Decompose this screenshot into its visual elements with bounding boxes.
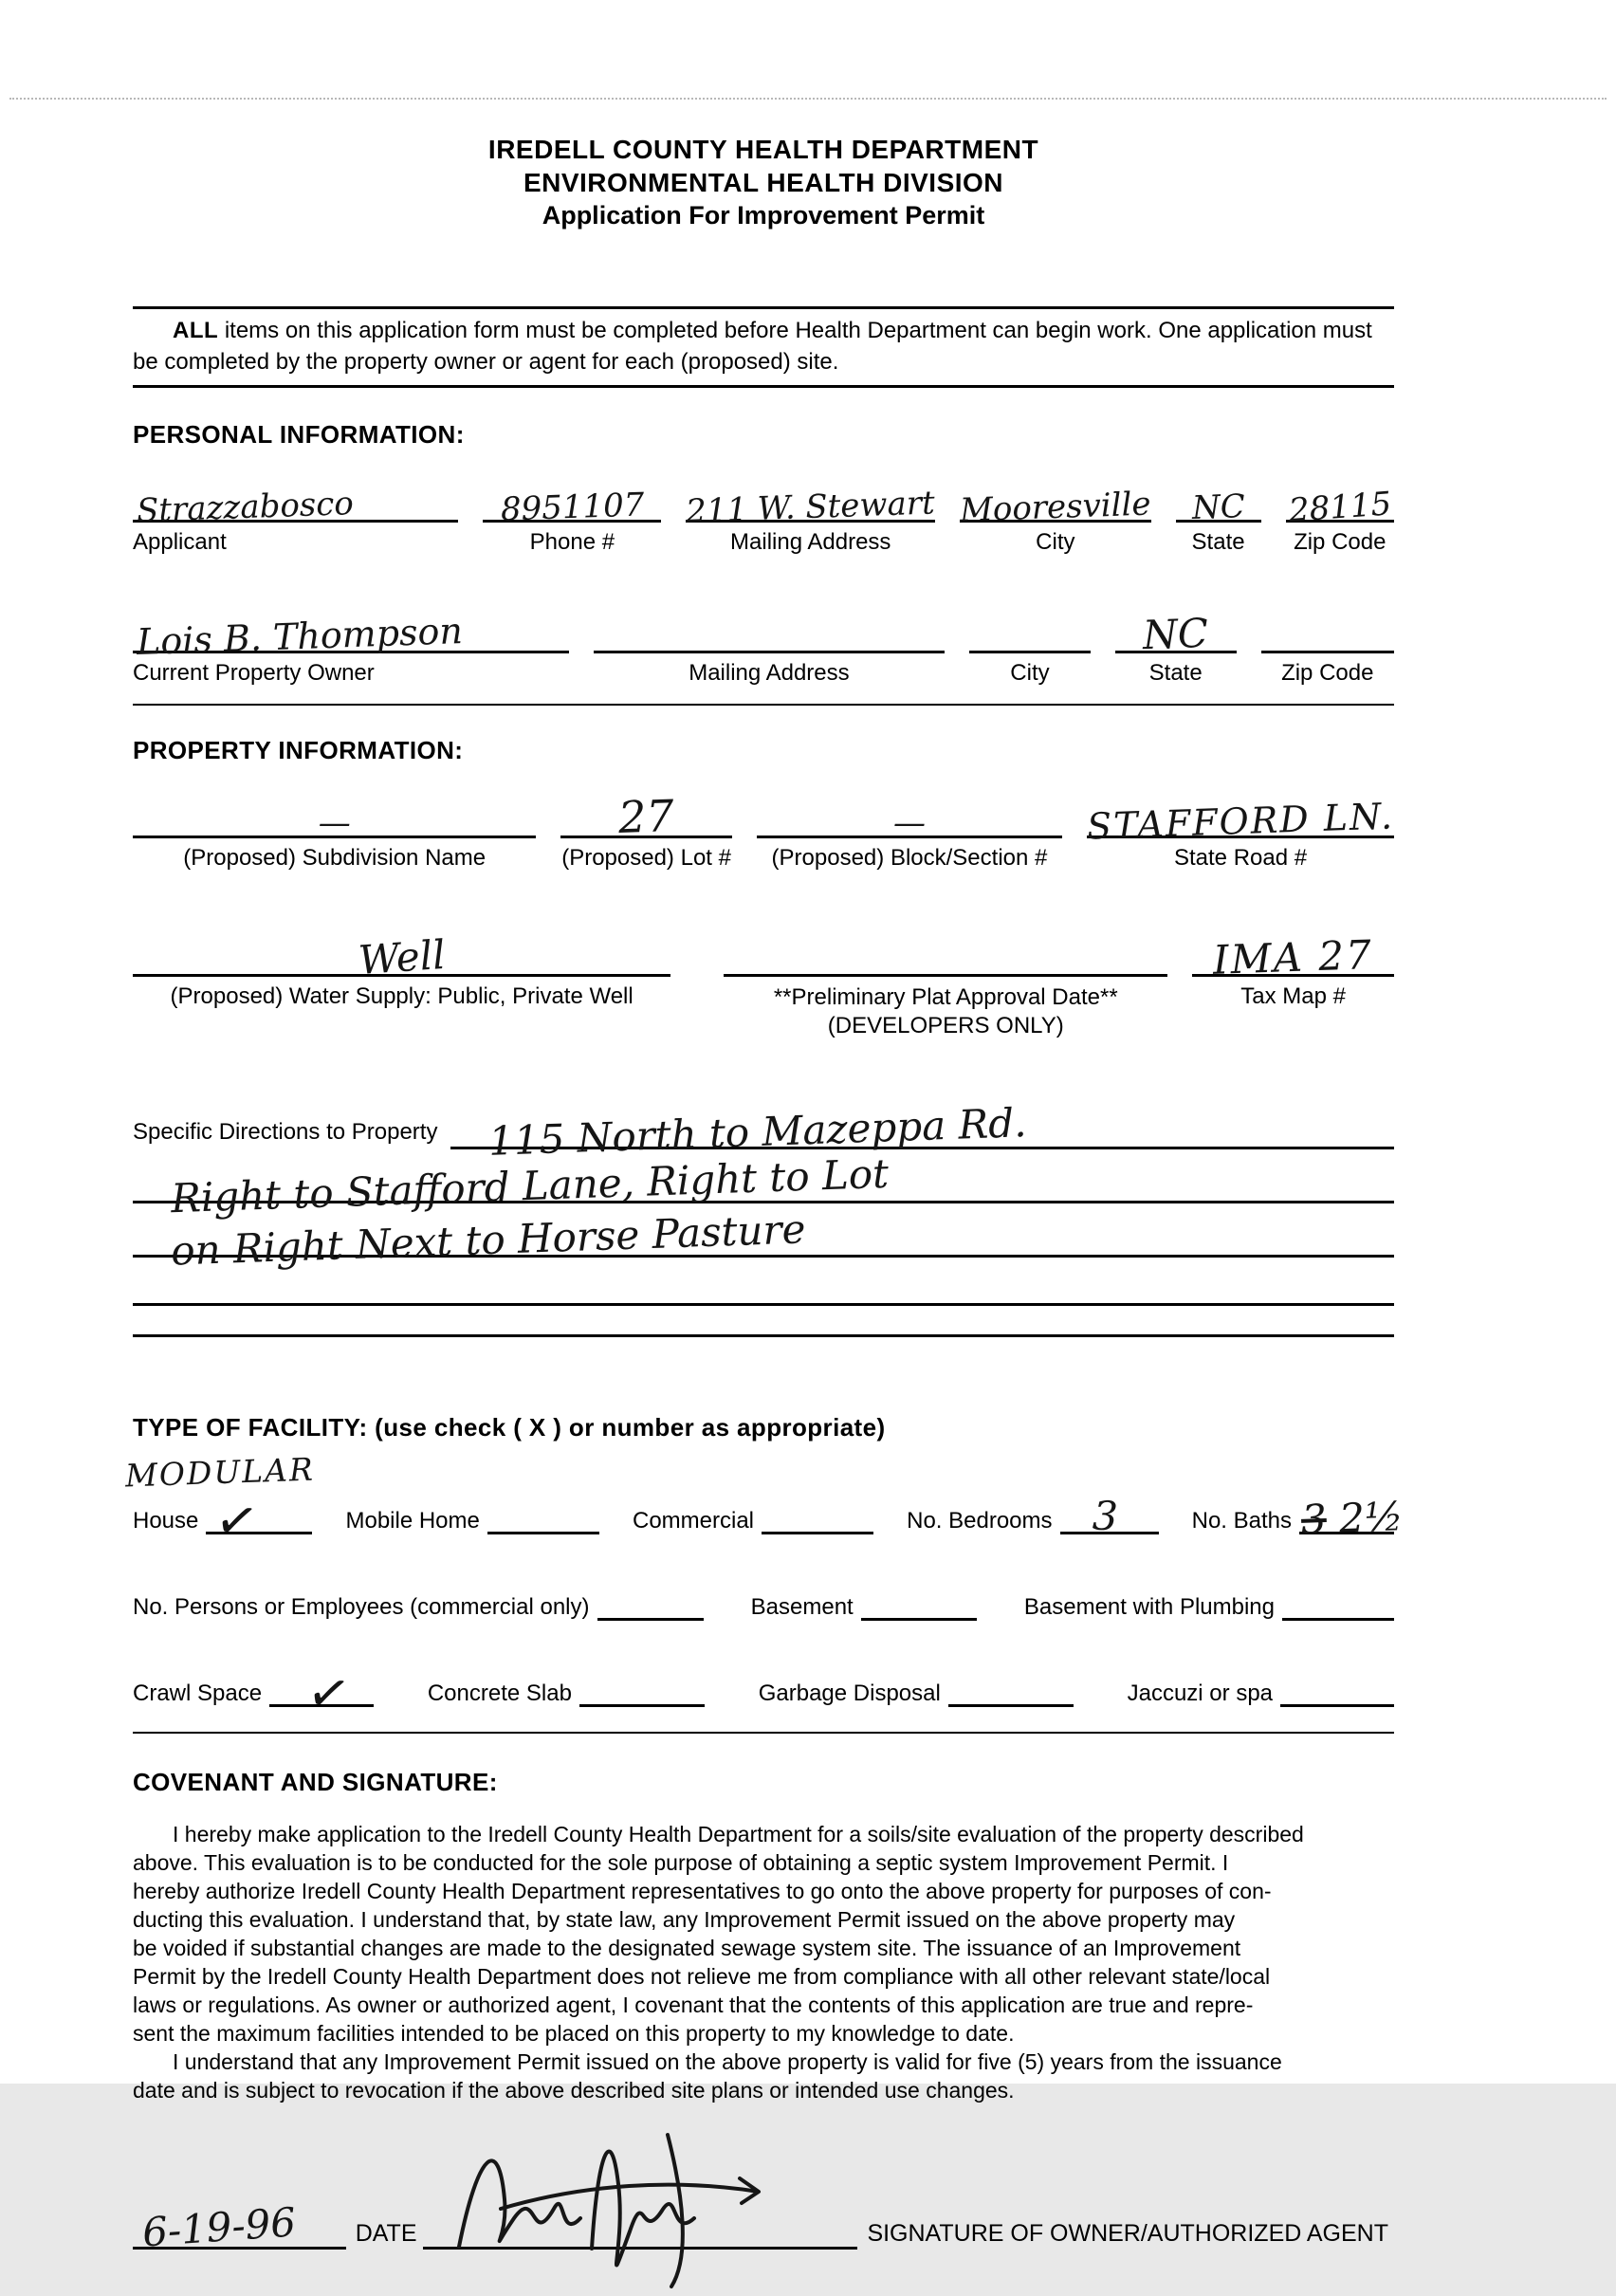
baths-label: No. Baths bbox=[1191, 1508, 1293, 1534]
property-info-heading: PROPERTY INFORMATION: bbox=[133, 736, 464, 764]
signature-scrawl bbox=[442, 2106, 850, 2296]
facility-garbage-disposal bbox=[759, 1670, 1074, 1707]
baths-value bbox=[1300, 1493, 1404, 1543]
field-water-supply bbox=[133, 919, 670, 1040]
facility-row-3 bbox=[133, 1660, 1394, 1727]
basement-blank bbox=[861, 1584, 977, 1621]
field-subdivision bbox=[133, 781, 536, 872]
facility-row-1 bbox=[124, 1450, 1405, 1554]
field-mailing-address bbox=[686, 465, 935, 556]
city-value: Mooresville bbox=[959, 485, 1152, 530]
plat-approval-label bbox=[724, 983, 1167, 1040]
bedrooms-label: No. Bedrooms bbox=[907, 1508, 1053, 1534]
lot-label: (Proposed) Lot # bbox=[561, 845, 731, 871]
field-owner bbox=[133, 596, 569, 687]
org-name: IREDELL COUNTY HEALTH DEPARTMENT bbox=[487, 135, 1039, 164]
covenant-line: I understand that any Improvement Permit issued on the above property is valid for five (5) years from the issuance bbox=[173, 2049, 1282, 2074]
field-lot bbox=[560, 781, 731, 872]
date-label: DATE bbox=[355, 2220, 417, 2247]
crawl-space-label: Crawl Space bbox=[133, 1681, 263, 1706]
directions-line-5 bbox=[133, 1306, 1394, 1337]
state-road-label: State Road # bbox=[1173, 845, 1308, 871]
mailing-address-label: Mailing Address bbox=[730, 529, 891, 555]
phone-blank bbox=[483, 465, 661, 529]
facility-row-2 bbox=[133, 1584, 1394, 1621]
tax-map-label: Tax Map # bbox=[1240, 983, 1346, 1009]
jaccuzi-label: Jaccuzi or spa bbox=[1127, 1681, 1274, 1706]
facility-baths bbox=[1191, 1493, 1405, 1543]
applicant-label: Applicant bbox=[133, 529, 227, 555]
city-blank bbox=[959, 465, 1152, 530]
persons-label: No. Persons or Employees (commercial only) bbox=[133, 1594, 590, 1620]
bedrooms-blank bbox=[1060, 1492, 1159, 1540]
tax-map-blank bbox=[1192, 919, 1394, 983]
instructions-paragraph bbox=[133, 315, 1375, 377]
property-row-2 bbox=[133, 919, 1394, 1040]
applicant-row bbox=[133, 465, 1394, 556]
commercial-label: Commercial bbox=[632, 1508, 754, 1534]
baths-final-value: 2½ bbox=[1338, 1493, 1405, 1542]
block-section-blank bbox=[757, 781, 1062, 842]
covenant-line: I hereby make application to the Iredell County Health Department for a soils/site evaluation of the property described bbox=[173, 1822, 1304, 1846]
rule-personal-bottom bbox=[133, 704, 1394, 706]
zip-blank bbox=[1286, 465, 1394, 530]
field-owner-zip bbox=[1261, 596, 1394, 687]
city-label: City bbox=[1036, 529, 1075, 555]
garbage-disposal-blank bbox=[948, 1670, 1074, 1707]
subdivision-blank bbox=[133, 781, 536, 842]
facility-heading: TYPE OF FACILITY: (use check ( X ) or number as appropriate) bbox=[133, 1413, 886, 1442]
field-phone bbox=[483, 465, 661, 556]
plat-approval-label-line2: (DEVELOPERS ONLY) bbox=[827, 1013, 1064, 1038]
owner-mailing-label: Mailing Address bbox=[689, 660, 850, 686]
house-label: House bbox=[133, 1508, 199, 1534]
house-check: ✓ bbox=[211, 1487, 264, 1554]
water-supply-blank bbox=[133, 919, 670, 984]
state-value: NC bbox=[1191, 487, 1246, 527]
covenant-paragraph bbox=[133, 1820, 1394, 2104]
owner-mailing-blank bbox=[594, 596, 945, 653]
form-header bbox=[133, 133, 1394, 232]
covenant-line: Permit by the Iredell County Health Department does not relieve me from compliance with all other relevant state/local bbox=[133, 1964, 1271, 1989]
facility-basement bbox=[751, 1584, 977, 1621]
mobile-home-blank bbox=[487, 1497, 599, 1534]
basement-label: Basement bbox=[750, 1594, 854, 1620]
owner-value: Lois B. Thompson bbox=[136, 610, 464, 663]
directions-label: Specific Directions to Property bbox=[133, 1119, 438, 1145]
rule-intro-bottom bbox=[133, 385, 1394, 388]
facility-jaccuzi bbox=[1128, 1670, 1394, 1707]
zip-label: Zip Code bbox=[1294, 529, 1386, 555]
tax-map-value: IMA 27 bbox=[1212, 931, 1374, 983]
zip-value: 28115 bbox=[1287, 485, 1393, 530]
rule-facility-bottom bbox=[133, 1732, 1394, 1734]
signature-blank bbox=[423, 2195, 858, 2250]
facility-house bbox=[124, 1450, 316, 1554]
owner-zip-label: Zip Code bbox=[1281, 660, 1374, 686]
form-title: Application For Improvement Permit bbox=[542, 201, 985, 230]
facility-basement-plumbing bbox=[1024, 1584, 1394, 1621]
directions-value-2: Right to Stafford Lane, Right to Lot bbox=[170, 1149, 890, 1222]
concrete-slab-blank bbox=[579, 1670, 705, 1707]
basement-plumbing-label: Basement with Plumbing bbox=[1023, 1594, 1276, 1620]
subdivision-label: (Proposed) Subdivision Name bbox=[183, 845, 487, 871]
field-city bbox=[960, 465, 1151, 556]
facility-crawl-space bbox=[133, 1660, 374, 1727]
directions-row bbox=[133, 1090, 1394, 1165]
owner-zip-blank bbox=[1261, 596, 1394, 653]
mailing-address-blank bbox=[685, 465, 936, 531]
block-section-value: — bbox=[892, 804, 926, 842]
covenant-line: laws or regulations. As owner or authorized agent, I covenant that the contents of this application are true and repre- bbox=[133, 1993, 1254, 2017]
personal-info-heading: PERSONAL INFORMATION: bbox=[133, 420, 465, 449]
field-zip bbox=[1286, 465, 1394, 556]
owner-city-label: City bbox=[1010, 660, 1050, 686]
commercial-blank bbox=[762, 1497, 873, 1534]
facility-persons bbox=[133, 1584, 704, 1621]
covenant-line: date and is subject to revocation if the above described site plans or intended use changes. bbox=[133, 2078, 1015, 2103]
crawl-space-check: ✓ bbox=[303, 1660, 356, 1727]
date-blank bbox=[133, 2195, 346, 2256]
owner-state-label: State bbox=[1148, 660, 1203, 686]
property-row-1 bbox=[133, 781, 1394, 872]
facility-mobile-home bbox=[345, 1497, 598, 1534]
state-road-blank bbox=[1086, 781, 1395, 848]
persons-blank bbox=[597, 1584, 704, 1621]
facility-commercial bbox=[633, 1497, 873, 1534]
directions-line-1 bbox=[450, 1090, 1394, 1165]
bedrooms-value: 3 bbox=[1091, 1492, 1119, 1540]
owner-label: Current Property Owner bbox=[133, 660, 375, 686]
lot-value: 27 bbox=[617, 789, 675, 844]
subdivision-value: — bbox=[318, 804, 351, 842]
field-owner-mailing bbox=[594, 596, 945, 687]
basement-plumbing-blank bbox=[1282, 1584, 1394, 1621]
facility-concrete-slab bbox=[428, 1670, 705, 1707]
state-blank bbox=[1176, 465, 1261, 527]
baths-struck-value: 3 bbox=[1300, 1495, 1328, 1543]
covenant-heading: COVENANT AND SIGNATURE: bbox=[133, 1768, 498, 1796]
phone-value: 8951107 bbox=[500, 486, 645, 529]
covenant-line: sent the maximum facilities intended to be placed on this property to my knowledge to date. bbox=[133, 2021, 1015, 2046]
house-blank bbox=[206, 1487, 312, 1554]
owner-signature-label: SIGNATURE OF OWNER/AUTHORIZED AGENT bbox=[867, 2220, 1388, 2247]
state-label: State bbox=[1191, 529, 1245, 555]
water-supply-value: Well bbox=[357, 930, 447, 984]
covenant-line: above. This evaluation is to be conducted for the sole purpose of obtaining a septic system Improvement Permit. I bbox=[133, 1850, 1229, 1875]
date-value: 6-19-96 bbox=[140, 2198, 298, 2256]
baths-blank bbox=[1299, 1493, 1405, 1543]
mailing-address-value: 211 W. Stewart bbox=[685, 484, 936, 531]
water-supply-label: (Proposed) Water Supply: Public, Private Well bbox=[170, 983, 634, 1009]
concrete-slab-label: Concrete Slab bbox=[427, 1681, 572, 1706]
field-state bbox=[1176, 465, 1261, 556]
owner-blank bbox=[133, 596, 569, 663]
directions-line-2 bbox=[133, 1149, 1394, 1222]
intro-bold-word: ALL bbox=[173, 318, 219, 343]
field-block-section bbox=[757, 781, 1062, 872]
owner-city-blank bbox=[969, 596, 1091, 653]
phone-label: Phone # bbox=[529, 529, 615, 555]
house-note: MODULAR bbox=[124, 1450, 316, 1495]
plat-approval-blank bbox=[724, 919, 1167, 977]
jaccuzi-blank bbox=[1280, 1670, 1394, 1707]
directions-value-3: on Right Next to Horse Pasture bbox=[170, 1205, 807, 1275]
mobile-home-label: Mobile Home bbox=[345, 1508, 480, 1534]
owner-row bbox=[133, 596, 1394, 687]
field-applicant bbox=[133, 465, 458, 556]
field-owner-state bbox=[1115, 596, 1237, 687]
garbage-disposal-label: Garbage Disposal bbox=[758, 1681, 941, 1706]
state-road-value: STAFFORD LN. bbox=[1086, 795, 1395, 848]
signature-row bbox=[133, 2195, 1394, 2256]
covenant-line: ducting this evaluation. I understand that, by state law, any Improvement Permit issued on the above property may bbox=[133, 1907, 1236, 1932]
lot-blank bbox=[560, 781, 731, 844]
division-name: ENVIRONMENTAL HEALTH DIVISION bbox=[523, 168, 1004, 197]
owner-state-value: NC bbox=[1142, 609, 1209, 659]
block-section-label: (Proposed) Block/Section # bbox=[771, 845, 1048, 871]
plat-approval-label-line1: **Preliminary Plat Approval Date** bbox=[773, 984, 1118, 1010]
crawl-space-blank bbox=[269, 1660, 374, 1727]
field-tax-map bbox=[1192, 919, 1394, 1040]
covenant-line: hereby authorize Iredell County Health Department representatives to go onto the above property for purposes of con- bbox=[133, 1879, 1272, 1903]
facility-bedrooms bbox=[907, 1492, 1158, 1540]
applicant-value: Strazzabosco bbox=[136, 485, 355, 530]
intro-text: items on this application form must be completed before Health Department can begin work. One application must be completed by the property owner or agent for each (proposed) site. bbox=[133, 318, 1372, 375]
field-plat-approval bbox=[724, 919, 1167, 1040]
directions-value-1: 115 North to Mazeppa Rd. bbox=[487, 1099, 1028, 1165]
field-state-road bbox=[1087, 781, 1394, 872]
covenant-line: be voided if substantial changes are made to the designated sewage system site. The issuance of an Improvement bbox=[133, 1936, 1241, 1960]
applicant-blank bbox=[133, 465, 458, 530]
owner-state-blank bbox=[1115, 596, 1237, 659]
rule-intro-top bbox=[133, 306, 1394, 309]
field-owner-city bbox=[969, 596, 1091, 687]
